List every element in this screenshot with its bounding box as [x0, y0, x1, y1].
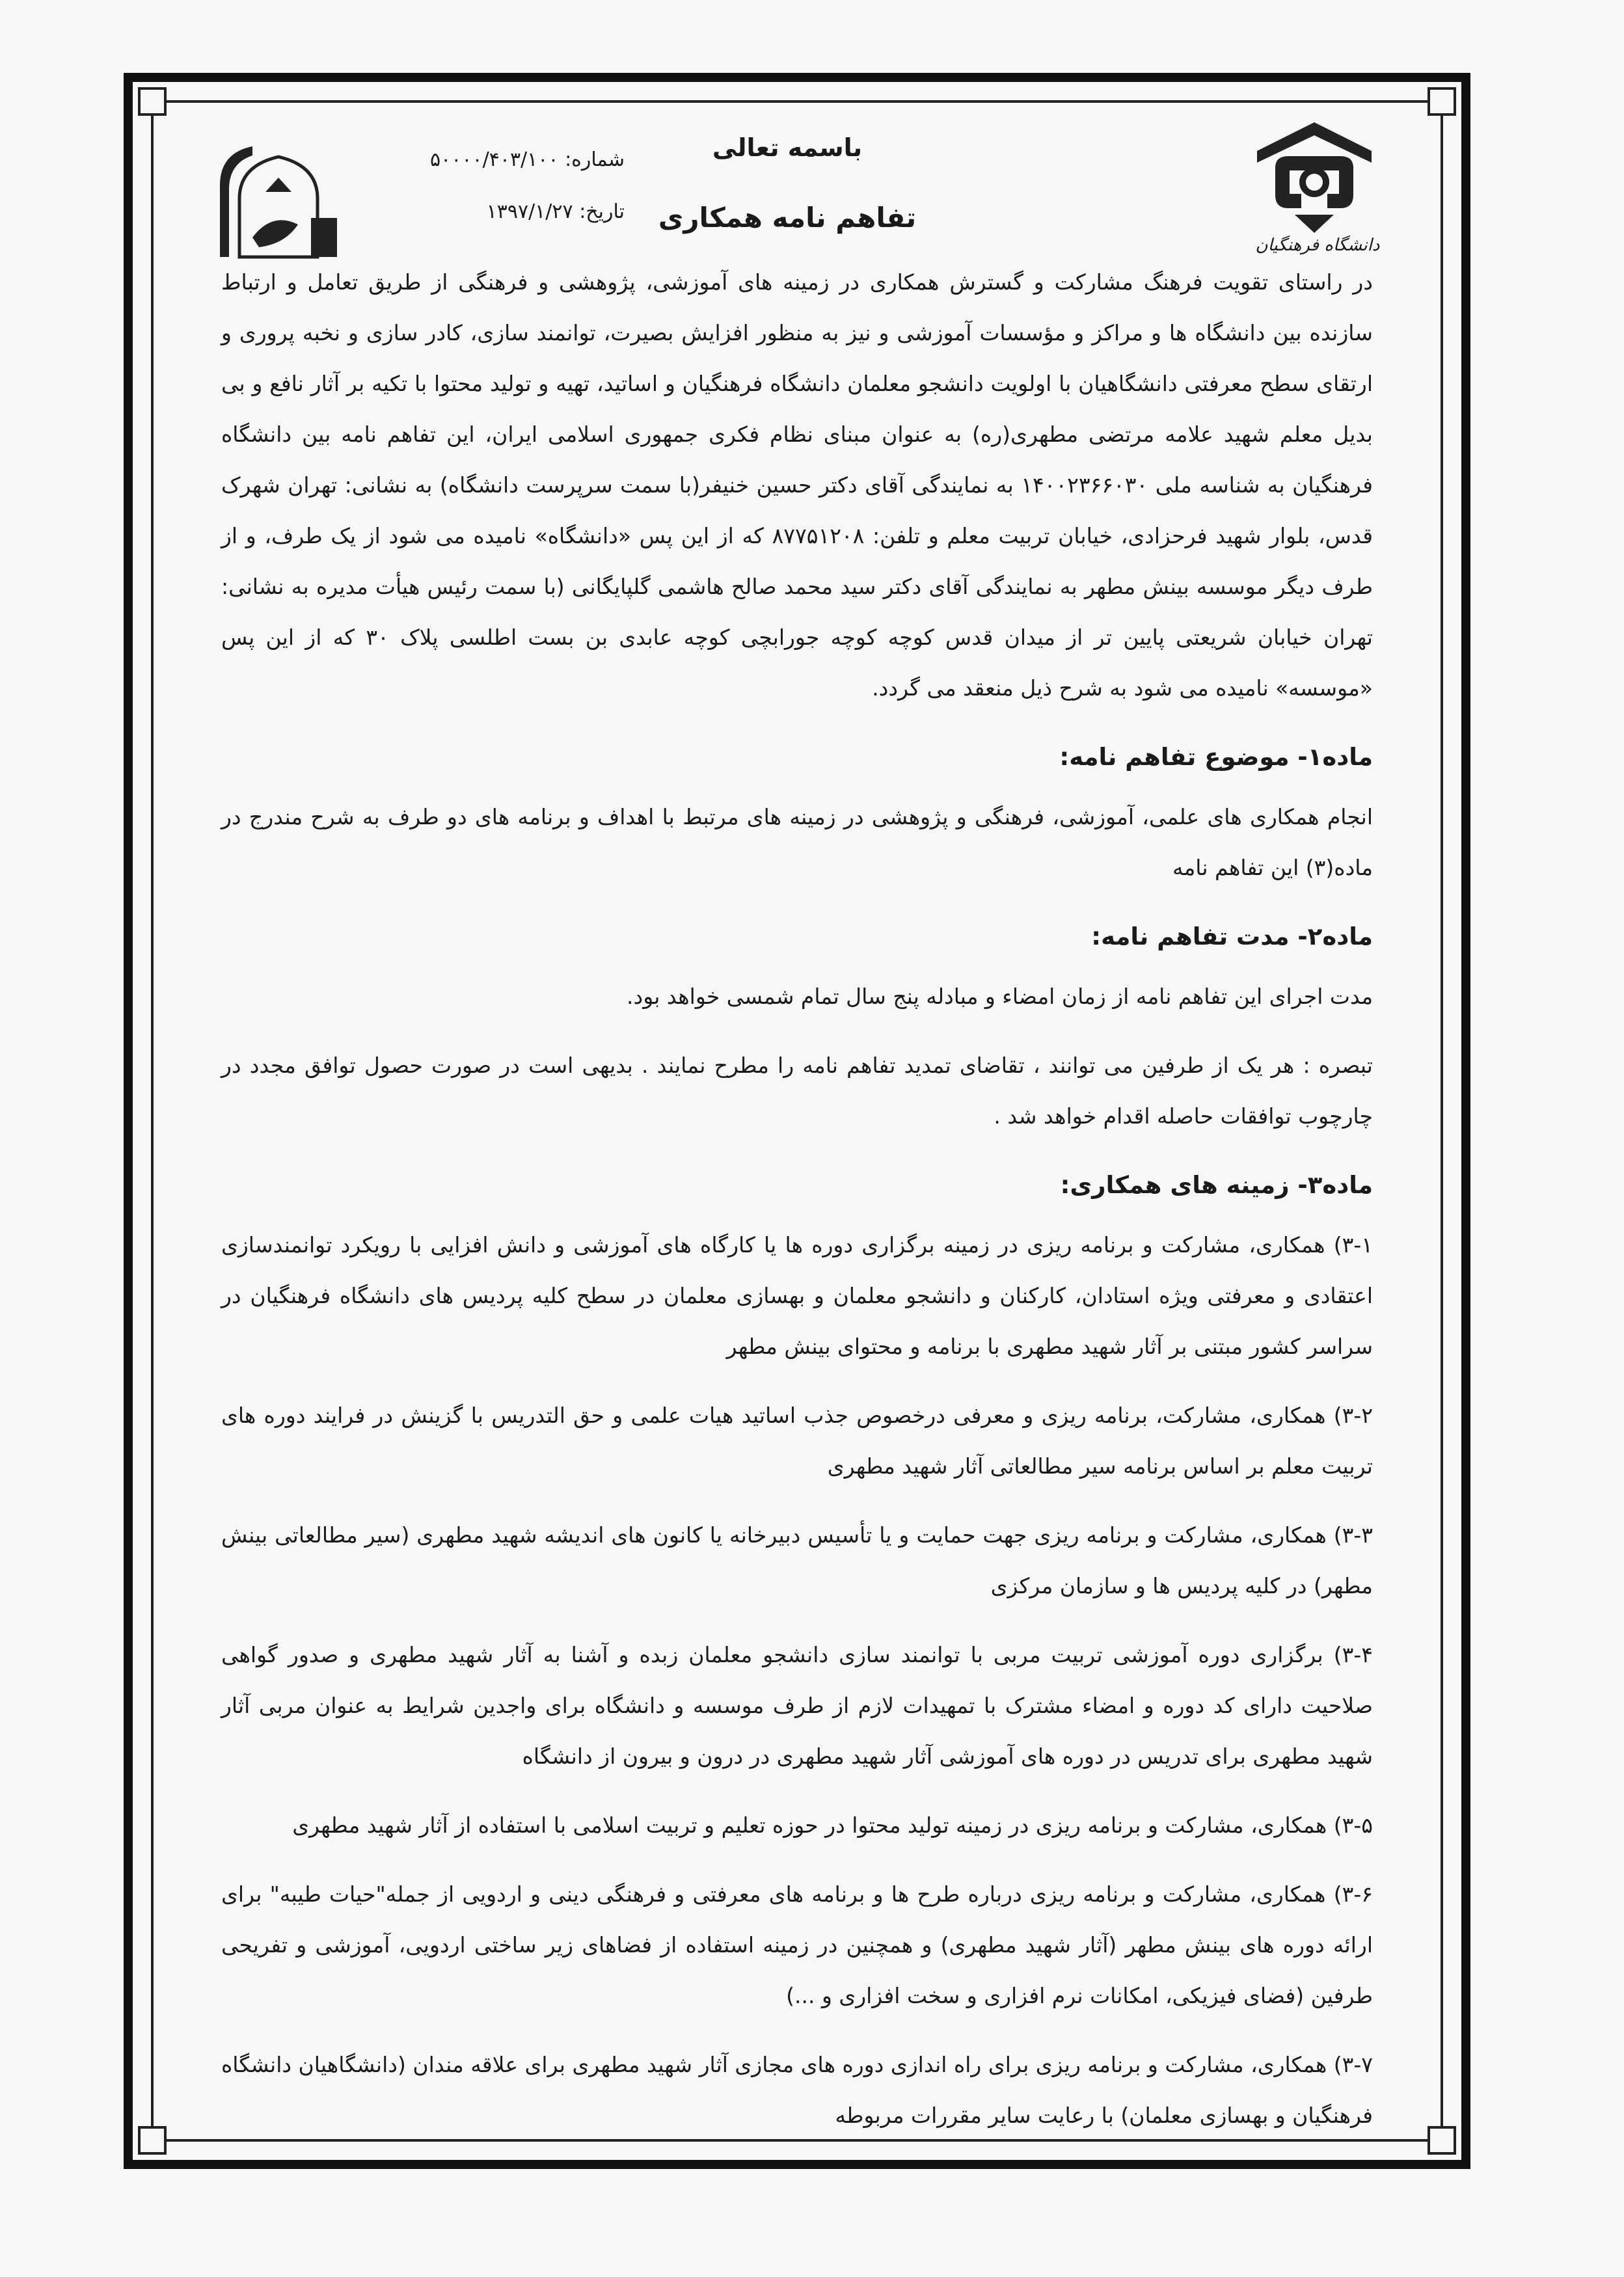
date-label: تاریخ:	[579, 200, 625, 223]
article2-heading: ماده۲- مدت تفاهم نامه:	[1091, 923, 1373, 950]
number-value: ۵۰۰۰۰/۴۰۳/۱۰۰	[430, 148, 559, 171]
article3-item: ۳-۷) همکاری، مشارکت و برنامه ریزی برای راه اندازی دوره های مجازی آثار شهید مطهری برای علاقه مندان (دانشگاهیان دانشگاه فرهنگیان و بهسازی معلمان) با رعایت سایر مقررات مربوطه	[221, 2052, 1373, 2128]
institute-logo-icon	[213, 140, 344, 260]
article3-item: ۳-۲) همکاری، مشارکت، برنامه ریزی و معرفی درخصوص جذب اساتید هیات علمی و حق التدریس با گزینش در فرایند دوره های تربیت معلم بر اساس برنامه سیر مطالعاتی آثار شهید مطهری	[221, 1403, 1373, 1479]
article2-note: تبصره : هر یک از طرفین می توانند ، تقاضای تمدید تفاهم نامه را مطرح نمایند . بدیهی است در صورت حصول توافق مجدد در چارچوب توافقات حاصله اقدام خواهد شد .	[221, 1053, 1373, 1129]
logo-caption: دانشگاه فرهنگیان	[1255, 236, 1380, 255]
basmala: باسمه تعالی	[712, 133, 863, 162]
intro-paragraph: در راستای تقویت فرهنگ مشارکت و گسترش همکاری در زمینه های آموزشی، پژوهشی و فرهنگی از طریق تعامل و ارتباط سازنده بین دانشگاه ها و مراکز و مؤسسات آموزشی و نیز به منظور افزایش بصیرت، توانمند سازی، کادر سازی و نخبه پروری و ارتقای سطح معرفتی دانشگاهیان با اولویت دانشجو معلمان دانشگاه فرهنگیان و اساتید، تهیه و تولید محتوا با تکیه بر آثار نافع و بی بدیل معلم شهید علامه مرتضی مطهری(ره) به عنوان مبنای نظام فکری جمهوری اسلامی ایران، این تفاهم نامه بین دانشگاه فرهنگیان به شناسه ملی ۱۴۰۰۲۳۶۶۰۳۰ به نمایندگی آقای دکتر حسین خنیفر(با سمت سرپرست دانشگاه) به نشانی: تهران شهرک قدس، بلوار شهید فرحزادی، خیابان تربیت معلم و تلفن: ۸۷۷۵۱۲۰۸ که از این پس «دانشگاه» نامیده می شود از یک طرف، و از طرف دیگر موسسه بینش مطهر به نمایندگی آقای دکتر سید محمد صالح هاشمی گلپایگانی (با سمت رئیس هیأت مدیره به نشانی: تهران خیابان شریعتی پایین تر از میدان قدس کوچه کوچه جورابچی کوچه عابدی بن بست اطلسی پلاک ۳۰ که از این پس «موسسه» نامیده می شود به شرح ذیل منعقد می گردد.	[221, 269, 1374, 701]
letter-date	[364, 200, 625, 223]
university-logo-icon	[1249, 117, 1379, 254]
article3-item: ۳-۶) همکاری، مشارکت و برنامه ریزی درباره طرح ها و برنامه های معرفتی و فرهنگی دینی و اردویی از جمله"حیات طیبه" برای ارائه دوره های بینش مطهر (آثار شهید مطهری) و همچنین در زمینه استفاده از فضاهای زیر ساختی اردویی، آموزشی و تفریحی طرفین (فضای فیزیکی، امکانات نرم افزاری و سخت افزاری و ...)	[221, 1881, 1373, 2008]
border-corner	[138, 87, 167, 116]
document-title: تفاهم نامه همکاری	[658, 202, 917, 234]
article3-item: ۳-۱) همکاری، مشارکت و برنامه ریزی در زمینه برگزاری دوره ها یا کارگاه های آموزشی و دانش افزایی با رویکرد توانمندسازی اعتقادی و معرفتی ویژه استادان، کارکنان و دانشجو معلمان و بهسازی معلمان در سطح کلیه پردیس های دانشگاه فرهنگیان در سراسر کشور مبتنی بر آثار شهید مطهری با برنامه و محتوای بینش مطهر	[221, 1232, 1373, 1359]
border-corner	[1428, 87, 1456, 116]
article3-item: ۳-۵) همکاری، مشارکت و برنامه ریزی در زمینه تولید محتوا در حوزه تعلیم و تربیت اسلامی با استفاده از آثار شهید مطهری	[292, 1812, 1373, 1838]
document-body	[221, 257, 1373, 2141]
number-label: شماره:	[565, 148, 625, 171]
letter-number	[364, 148, 625, 171]
article1-heading: ماده۱- موضوع تفاهم نامه:	[1059, 743, 1373, 771]
date-value: ۱۳۹۷/۱/۲۷	[486, 200, 573, 223]
article3-item: ۳-۴) برگزاری دوره آموزشی تربیت مربی با توانمند سازی دانشجو معلمان زبده و آشنا به آثار شهید مطهری و صدور گواهی صلاحیت دارای کد دوره و امضاء مشترک با تمهیدات لازم از طرف موسسه و دانشگاه برای واجدین شرایط به عنوان مربی آثار شهید مطهری برای تدریس در دوره های آموزشی آثار شهید مطهری در درون و بیرون از دانشگاه	[221, 1642, 1373, 1769]
border-corner	[1428, 2126, 1456, 2155]
article3-heading: ماده۳- زمینه های همکاری:	[1060, 1171, 1373, 1199]
border-corner	[138, 2126, 167, 2155]
article1-text: انجام همکاری های علمی، آموزشی، فرهنگی و پژوهشی در زمینه های مرتبط با اهداف و برنامه های دو طرف به شرح مندرج در ماده(۳) این تفاهم نامه	[221, 804, 1373, 880]
article3-item: ۳-۳) همکاری، مشارکت و برنامه ریزی جهت حمایت و یا تأسیس دبیرخانه یا کانون های اندیشه شهید مطهری (سیر مطالعاتی بینش مطهر) در کلیه پردیس ها و سازمان مرکزی	[221, 1522, 1373, 1598]
article2-text: مدت اجرای این تفاهم نامه از زمان امضاء و مبادله پنج سال تمام شمسی خواهد بود.	[627, 984, 1373, 1009]
